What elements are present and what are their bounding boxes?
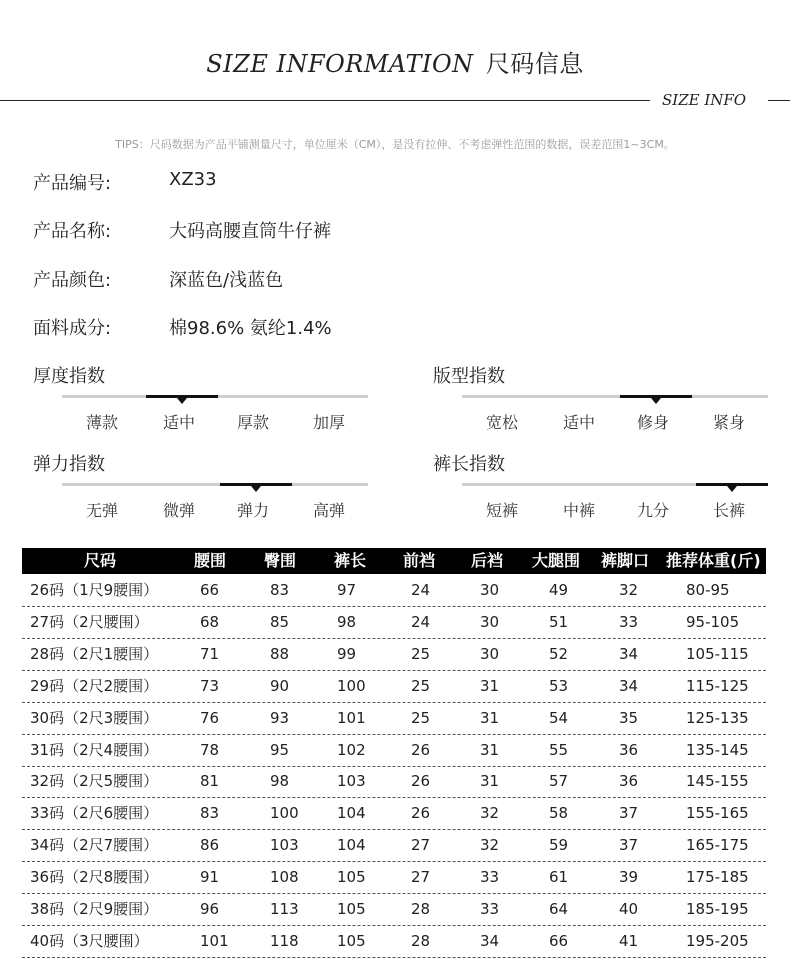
table-row bbox=[22, 606, 766, 639]
table-cell: 98 bbox=[270, 772, 290, 791]
table-cell: 31码（2尺4腰围） bbox=[30, 740, 159, 759]
index-option: 微弹 bbox=[162, 501, 195, 520]
table-cell: 41 bbox=[619, 931, 639, 950]
table-cell: 105 bbox=[337, 868, 366, 887]
index-option: 无弹 bbox=[85, 501, 118, 520]
index-option: 适中 bbox=[162, 413, 195, 432]
table-cell: 113 bbox=[270, 900, 299, 918]
table-cell: 165-175 bbox=[686, 836, 749, 855]
table-cell: 101 bbox=[337, 708, 366, 727]
table-row bbox=[22, 893, 766, 926]
table-cell: 145-155 bbox=[686, 772, 749, 791]
table-cell: 98 bbox=[337, 612, 357, 631]
table-header-cell: 推荐体重(斤) bbox=[666, 551, 761, 570]
table-row bbox=[22, 797, 766, 830]
table-cell: 118 bbox=[270, 931, 299, 950]
index-title: 版型指数 bbox=[433, 366, 505, 387]
index-scale-track bbox=[462, 395, 768, 398]
table-row bbox=[22, 702, 766, 735]
table-cell: 34 bbox=[619, 644, 639, 663]
table-cell: 78 bbox=[200, 740, 220, 759]
table-cell: 95 bbox=[270, 740, 290, 759]
table-cell: 26 bbox=[411, 804, 431, 823]
index-option: 弹力 bbox=[236, 501, 269, 520]
header-subtitle: SIZE INFO bbox=[662, 91, 747, 109]
index-pointer-icon bbox=[177, 398, 187, 404]
table-cell: 185-195 bbox=[686, 900, 749, 918]
table-cell: 61 bbox=[549, 868, 569, 887]
table-cell: 26码（1尺9腰围） bbox=[30, 581, 159, 599]
index-option: 宽松 bbox=[485, 413, 518, 432]
table-cell: 100 bbox=[337, 676, 366, 695]
table-header-cell: 前裆 bbox=[403, 551, 436, 570]
table-cell: 103 bbox=[337, 772, 366, 791]
info-value: XZ33 bbox=[169, 169, 217, 190]
index-scale-track bbox=[62, 483, 368, 486]
table-cell: 31 bbox=[480, 676, 500, 695]
table-cell: 34 bbox=[480, 931, 500, 950]
table-cell: 57 bbox=[549, 772, 569, 791]
page-title-en: SIZE INFORMATION bbox=[206, 50, 474, 78]
table-cell: 155-165 bbox=[686, 804, 749, 823]
table-cell: 104 bbox=[337, 804, 366, 823]
table-cell: 64 bbox=[549, 900, 569, 918]
table-cell: 104 bbox=[337, 836, 366, 855]
index-option: 紧身 bbox=[712, 413, 745, 432]
table-cell: 25 bbox=[411, 644, 431, 663]
table-cell: 24 bbox=[411, 581, 431, 599]
table-cell: 73 bbox=[200, 676, 220, 695]
index-pointer-icon bbox=[727, 486, 737, 492]
table-cell: 30码（2尺3腰围） bbox=[30, 708, 159, 727]
table-header-cell: 腰围 bbox=[194, 551, 227, 570]
index-option: 九分 bbox=[636, 501, 669, 520]
table-cell: 81 bbox=[200, 772, 220, 791]
index-pointer-icon bbox=[651, 398, 661, 404]
table-cell: 31 bbox=[480, 740, 500, 759]
table-cell: 34 bbox=[619, 676, 639, 695]
table-cell: 28 bbox=[411, 931, 431, 950]
info-value: 深蓝色/浅蓝色 bbox=[169, 270, 284, 291]
table-cell: 30 bbox=[480, 644, 500, 663]
table-header-cell: 臀围 bbox=[264, 551, 297, 570]
index-option: 高弹 bbox=[312, 501, 345, 520]
table-cell: 38码（2尺9腰围） bbox=[30, 900, 159, 918]
table-cell: 135-145 bbox=[686, 740, 749, 759]
index-scale-track bbox=[62, 395, 368, 398]
table-cell: 97 bbox=[337, 581, 357, 599]
table-cell: 125-135 bbox=[686, 708, 749, 727]
table-row bbox=[22, 829, 766, 862]
index-option: 中裤 bbox=[562, 501, 595, 520]
table-cell: 29码（2尺2腰围） bbox=[30, 676, 159, 695]
index-option: 适中 bbox=[562, 413, 595, 432]
table-cell: 39 bbox=[619, 868, 639, 887]
table-cell: 49 bbox=[549, 581, 569, 599]
table-cell: 95-105 bbox=[686, 612, 740, 631]
table-cell: 52 bbox=[549, 644, 569, 663]
table-header-cell: 大腿围 bbox=[532, 551, 581, 570]
table-cell: 35 bbox=[619, 708, 639, 727]
table-header-cell: 后裆 bbox=[471, 551, 504, 570]
table-cell: 36 bbox=[619, 772, 639, 791]
table-cell: 33 bbox=[480, 868, 500, 887]
index-option: 短裤 bbox=[485, 501, 518, 520]
table-cell: 66 bbox=[200, 581, 220, 599]
table-row bbox=[22, 574, 766, 607]
table-cell: 32 bbox=[480, 836, 500, 855]
index-option: 厚款 bbox=[236, 413, 269, 432]
index-option: 修身 bbox=[636, 413, 669, 432]
table-cell: 31 bbox=[480, 772, 500, 791]
table-cell: 88 bbox=[270, 644, 290, 663]
table-cell: 55 bbox=[549, 740, 569, 759]
index-title: 厚度指数 bbox=[33, 366, 105, 387]
table-cell: 32 bbox=[480, 804, 500, 823]
table-row bbox=[22, 638, 766, 671]
header-divider-left bbox=[0, 100, 650, 101]
table-cell: 37 bbox=[619, 804, 639, 823]
table-cell: 25 bbox=[411, 676, 431, 695]
table-cell: 28码（2尺1腰围） bbox=[30, 644, 159, 663]
table-cell: 96 bbox=[200, 900, 220, 918]
table-cell: 105 bbox=[337, 931, 366, 950]
table-cell: 108 bbox=[270, 868, 299, 887]
table-cell: 27 bbox=[411, 836, 431, 855]
table-cell: 27码（2尺腰围） bbox=[30, 612, 149, 631]
table-cell: 24 bbox=[411, 612, 431, 631]
table-cell: 195-205 bbox=[686, 931, 749, 950]
table-row bbox=[22, 670, 766, 703]
index-title: 裤长指数 bbox=[433, 454, 505, 475]
table-cell: 175-185 bbox=[686, 868, 749, 887]
table-cell: 93 bbox=[270, 708, 290, 727]
index-option: 薄款 bbox=[85, 413, 118, 432]
index-option: 长裤 bbox=[712, 501, 745, 520]
table-cell: 91 bbox=[200, 868, 220, 887]
header-divider-right bbox=[768, 100, 790, 101]
index-option: 加厚 bbox=[312, 413, 345, 432]
table-cell: 105 bbox=[337, 900, 366, 918]
table-row bbox=[22, 734, 766, 767]
table-cell: 101 bbox=[200, 931, 229, 950]
table-cell: 33 bbox=[619, 612, 639, 631]
table-header-cell: 裤长 bbox=[334, 551, 367, 570]
table-cell: 66 bbox=[549, 931, 569, 950]
table-cell: 115-125 bbox=[686, 676, 749, 695]
table-cell: 90 bbox=[270, 676, 290, 695]
table-cell: 53 bbox=[549, 676, 569, 695]
table-row bbox=[22, 765, 766, 798]
table-cell: 54 bbox=[549, 708, 569, 727]
table-cell: 99 bbox=[337, 644, 357, 663]
index-pointer-icon bbox=[251, 486, 261, 492]
info-label: 产品编号: bbox=[33, 173, 112, 194]
table-header-cell: 尺码 bbox=[84, 551, 117, 570]
table-cell: 40 bbox=[619, 900, 639, 918]
table-cell: 36码（2尺8腰围） bbox=[30, 868, 159, 887]
table-cell: 86 bbox=[200, 836, 220, 855]
table-cell: 37 bbox=[619, 836, 639, 855]
table-cell: 32码（2尺5腰围） bbox=[30, 772, 159, 791]
table-cell: 59 bbox=[549, 836, 569, 855]
table-cell: 30 bbox=[480, 581, 500, 599]
table-cell: 71 bbox=[200, 644, 220, 663]
page-title bbox=[0, 44, 790, 79]
info-label: 面料成分: bbox=[33, 318, 112, 339]
table-cell: 68 bbox=[200, 612, 220, 631]
table-cell: 27 bbox=[411, 868, 431, 887]
table-cell: 103 bbox=[270, 836, 299, 855]
table-cell: 28 bbox=[411, 900, 431, 918]
info-label: 产品名称: bbox=[33, 221, 112, 242]
table-row bbox=[22, 861, 766, 894]
table-cell: 102 bbox=[337, 740, 366, 759]
info-label: 产品颜色: bbox=[33, 270, 112, 291]
index-title: 弹力指数 bbox=[33, 454, 105, 475]
table-cell: 36 bbox=[619, 740, 639, 759]
table-cell: 33码（2尺6腰围） bbox=[30, 804, 159, 823]
table-header-cell: 裤脚口 bbox=[601, 551, 650, 570]
table-cell: 80-95 bbox=[686, 581, 730, 599]
table-cell: 33 bbox=[480, 900, 500, 918]
tips-text: TIPS：尺码数据为产品平铺测量尺寸，单位厘米（CM），是没有拉伸、不考虑弹性范围的数据，误差范围1~3CM。 bbox=[115, 138, 675, 151]
table-cell: 30 bbox=[480, 612, 500, 631]
info-value: 棉98.6% 氨纶1.4% bbox=[169, 318, 332, 339]
table-cell: 51 bbox=[549, 612, 569, 631]
info-value: 大码高腰直筒牛仔裤 bbox=[169, 221, 331, 242]
table-cell: 85 bbox=[270, 612, 290, 631]
table-cell: 83 bbox=[200, 804, 220, 823]
table-cell: 34码（2尺7腰围） bbox=[30, 836, 159, 855]
table-cell: 100 bbox=[270, 804, 299, 823]
table-cell: 76 bbox=[200, 708, 220, 727]
table-cell: 40码（3尺腰围） bbox=[30, 931, 149, 950]
table-cell: 26 bbox=[411, 740, 431, 759]
table-row bbox=[22, 925, 766, 958]
size-table-header bbox=[22, 548, 766, 574]
table-cell: 32 bbox=[619, 581, 639, 599]
table-cell: 58 bbox=[549, 804, 569, 823]
page-title-cn: 尺码信息 bbox=[485, 50, 584, 78]
table-cell: 26 bbox=[411, 772, 431, 791]
index-scale-track bbox=[462, 483, 768, 486]
table-cell: 83 bbox=[270, 581, 290, 599]
table-cell: 105-115 bbox=[686, 644, 749, 663]
table-cell: 31 bbox=[480, 708, 500, 727]
table-cell: 25 bbox=[411, 708, 431, 727]
